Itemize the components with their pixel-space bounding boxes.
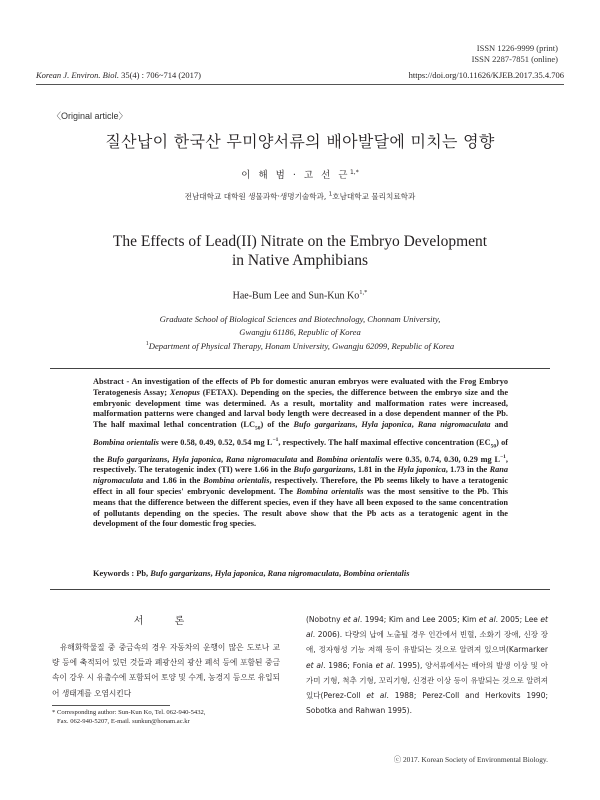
body-text: . 2005; Lee bbox=[495, 615, 541, 624]
body-text: . 1988; Perez-Coll and Herkovits 1990; Sobotka and Rahwan 1995). bbox=[306, 691, 548, 716]
keyword-separator: , bbox=[338, 569, 344, 578]
species-name: Hyla japonica bbox=[172, 454, 222, 464]
journal-name: Korean J. Environ. Biol. bbox=[36, 70, 119, 80]
abstract-text: and bbox=[297, 454, 317, 464]
keyword: Bufo gargarizans bbox=[150, 569, 211, 578]
english-affiliation-2-text: Department of Physical Therapy, Honam University, Gwangju 62099, Republic of Korea bbox=[148, 340, 455, 351]
abstract-text: was the most sensitive to the Pb. This means that the difference between the different species, even if they have all been exposed to the same concentration of pollutants depending on the species. The result above show that the Pb acts as a teratogenic agent in the development of the four domestic frog species. bbox=[93, 487, 509, 529]
volume-pages: 35(4) : 706~714 (2017) bbox=[118, 70, 201, 80]
species-name: Bombina orientalis bbox=[316, 454, 383, 464]
english-affiliations bbox=[0, 313, 600, 352]
intro-body: 유해화학물질 중 중금속의 경우 자동차의 운행이 많은 도로나 교량 등에 축적되어 있던 것들과 폐광산의 광산 폐석 등에 포함된 중금속이 강우 시 유출수에 포함되어 토양 및 수계, 농경지 등으로 유입되어 생태계를 오염시킨다 bbox=[52, 643, 280, 698]
abstract-text: were 0.35, 0.74, 0.30, 0.29 mg L bbox=[382, 454, 501, 464]
korean-title: 질산납이 한국산 무미양서류의 배아발달에 미치는 영향 bbox=[105, 132, 495, 151]
english-author-names: Hae-Bum Lee and Sun-Kun Ko bbox=[232, 290, 360, 302]
et-al: et al bbox=[366, 691, 387, 701]
abstract-text: An investigation of the effects of Pb for domestic anuran embryos were evaluated with the Frog Embryo Teratogenesis Assay; bbox=[93, 377, 508, 397]
footnote-line2: Fax. 062-940-5207, E-mail. sunkun@honam.ac.kr bbox=[57, 718, 190, 725]
footnote-rule bbox=[52, 705, 170, 706]
species-name: Rana nigromaculata bbox=[93, 465, 509, 486]
keyword: Bombina orientalis bbox=[343, 569, 410, 578]
body-text: . 1995), 양서류에서는 배아의 발생 이상 및 아가미 기형, 척추 기형, 꼬리기형, 신경관 이상 등이 유발되는 것으로 알려져 있다(Perez-Coll bbox=[306, 660, 548, 701]
abstract-text: ) of the bbox=[260, 420, 294, 430]
english-authors bbox=[0, 289, 600, 301]
unit-superscript: −1 bbox=[272, 436, 279, 443]
abstract-text: ) of the bbox=[93, 437, 509, 464]
abstract-label: Abstract bbox=[93, 377, 124, 386]
species-name: Bombina orientalis bbox=[93, 437, 159, 447]
species-name: Bombina orientalis bbox=[203, 476, 270, 486]
et-al: et al bbox=[306, 615, 548, 640]
keyword-separator: , bbox=[210, 569, 215, 578]
abstract-text: , 1.81 in the bbox=[353, 465, 398, 475]
right-column bbox=[306, 612, 548, 718]
copyright: ⓒ 2017. Korean Society of Environmental Biology. bbox=[393, 755, 548, 764]
species-name: Bufo gargarizans bbox=[293, 420, 356, 430]
abstract-text: (FETAX). Depending on the species, the difference between the embryo size and the embryonic development time was determined. As a result, mortality and malformation rates were increased, malformation patterns were changed and larval body length were decreased in a dose dependent manner of the Pb. The half maximal lethal concentration (LC bbox=[93, 387, 508, 430]
abstract-text: , bbox=[355, 420, 362, 430]
abstract-text: , bbox=[221, 454, 226, 464]
korean-author-names: 이 해 범 · 고 선 근 bbox=[241, 170, 350, 181]
abstract-text: , bbox=[411, 420, 418, 430]
body-text: (Nobotny bbox=[306, 615, 344, 624]
left-column bbox=[52, 612, 280, 701]
abstract-text: were 0.58, 0.49, 0.52, 0.54 mg L bbox=[158, 437, 273, 447]
issn-block bbox=[472, 43, 558, 65]
korean-authors bbox=[0, 167, 600, 181]
keywords bbox=[93, 569, 508, 578]
abstract-text: , bbox=[167, 454, 173, 464]
footnote bbox=[52, 708, 292, 726]
issn-online: ISSN 2287-7851 (online) bbox=[471, 54, 558, 64]
english-affiliation-1b: Gwangju 61186, Republic of Korea bbox=[239, 326, 361, 337]
et-al: et al bbox=[306, 660, 324, 670]
species-name: Hyla japonica bbox=[397, 465, 446, 475]
keyword-separator: , bbox=[263, 569, 268, 578]
abstract bbox=[93, 377, 508, 530]
ec-subscript: 50 bbox=[490, 443, 497, 450]
korean-author-sup: 1,* bbox=[349, 168, 359, 176]
species-name: Xenopus bbox=[169, 387, 200, 397]
species-name: Rana nigromaculata bbox=[417, 420, 491, 430]
journal-citation bbox=[36, 70, 201, 80]
running-header bbox=[36, 70, 564, 84]
english-affiliation-2-sup: 1 bbox=[145, 341, 149, 347]
keywords-label: Keywords : Pb, bbox=[93, 569, 151, 578]
abstract-text: , respectively. Therefore, the Pb seems likely to have a teratogenic effect in all four species' embryonic development. The bbox=[93, 476, 509, 497]
article-type: 〈Original article〉 bbox=[52, 111, 128, 121]
abstract-text: , respectively. The teratogenic index (TI) were 1.66 in the bbox=[93, 454, 508, 475]
korean-affiliation bbox=[0, 191, 600, 202]
footnote-line1: * Corresponding author: Sun-Kun Ko, Tel. 062-940-5432, bbox=[52, 709, 206, 716]
keyword: Hyla japonica bbox=[214, 569, 264, 578]
body-text: . 1994; Kim and Lee 2005; Kim bbox=[359, 615, 479, 624]
doi-link[interactable]: https://doi.org/10.11626/KJEB.2017.35.4.706 bbox=[408, 70, 564, 80]
english-title-line2: in Native Amphibians bbox=[231, 252, 369, 269]
et-al: et al bbox=[343, 615, 360, 624]
korean-affiliation-b: 호남대학교 물리치료학과 bbox=[332, 192, 416, 201]
species-name: Bufo gargarizans bbox=[293, 465, 354, 475]
intro-heading: 서 론 bbox=[133, 616, 199, 627]
species-name: Bombina orientalis bbox=[296, 487, 364, 497]
species-name: Bufo gargarizans bbox=[106, 454, 168, 464]
keyword: Rana nigromaculata bbox=[267, 569, 339, 578]
abstract-text: , 1.73 in the bbox=[445, 465, 490, 475]
unit-superscript: −1 bbox=[500, 453, 506, 460]
lc-subscript: 50 bbox=[254, 425, 261, 432]
abstract-dash: - bbox=[123, 377, 132, 386]
issn-print: ISSN 1226-9999 (print) bbox=[476, 43, 558, 53]
korean-affiliation-a: 전남대학교 대학원 생물과학·생명기술학과, bbox=[184, 192, 329, 201]
et-al: et al bbox=[375, 660, 393, 670]
english-title-line1: The Effects of Lead(II) Nitrate on the Embryo Development bbox=[112, 233, 488, 250]
et-al: et al bbox=[478, 615, 496, 624]
abstract-text: and 1.86 in the bbox=[143, 476, 204, 486]
english-title bbox=[0, 232, 600, 270]
species-name: Hyla japonica bbox=[361, 420, 412, 430]
body-text: . 2006). 다량의 납에 노출될 경우 인간에서 빈혈, 소화기 장애, 신장 장애, 정자형성 기능 저해 등이 유발되는 것으로 알려져 있으며(Karmarker bbox=[306, 630, 548, 655]
abstract-text: , respectively. The half maximal effective concentration (EC bbox=[278, 437, 491, 447]
korean-affiliation-sup: 1 bbox=[328, 191, 333, 198]
english-author-sup: 1,* bbox=[359, 289, 368, 296]
english-affiliation-2 bbox=[0, 338, 600, 352]
body-text: . 1986; Fonia bbox=[323, 660, 376, 670]
abstract-text: and bbox=[490, 420, 508, 430]
header-rule bbox=[36, 84, 564, 85]
english-affiliation-1a: Graduate School of Biological Sciences and Biotechnology, Chonnam University, bbox=[159, 314, 441, 324]
species-name: Rana nigromaculata bbox=[225, 454, 298, 464]
